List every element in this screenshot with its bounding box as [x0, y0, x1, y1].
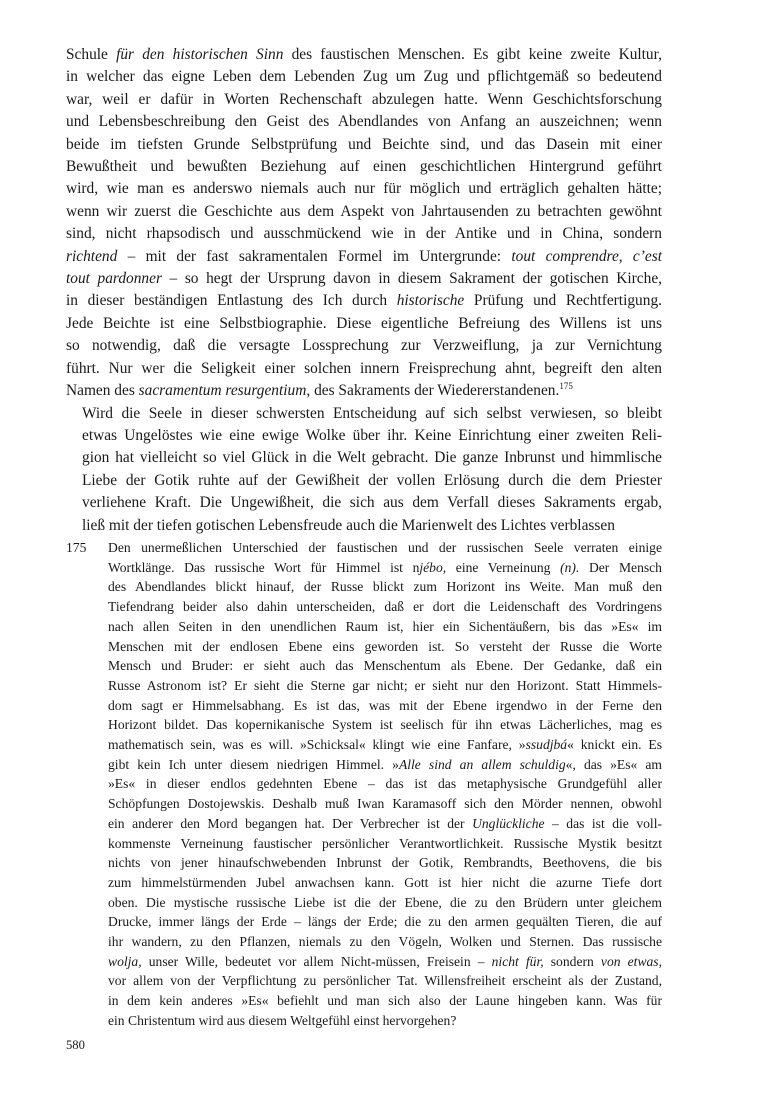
text-line: Schule für den historischen Sinn des faustischen Menschen. Es gibt keine zweite Kultur, — [66, 46, 662, 63]
italic-text: wolja, — [108, 953, 142, 969]
text-line: sind, nicht rhapsodisch und ausschmückend wie in der Antike und in China, sondern — [66, 225, 662, 243]
text-line: führt. Nur wer die Seligkeit einer solchen innern Freisprechung ahnt, begreift den alten — [66, 359, 662, 377]
text-line: ihr wandern, zu den Pflanzen, niemals zu den Vögeln, Wolken und Sternen. Das russische — [108, 934, 662, 950]
text-line: Drucke, immer längs der Erde – längs der Erde; die zu den armen gequälten Tieren, die auf — [108, 914, 662, 930]
text-line: Liebe der Gotik ruhte auf der Gewißheit der vollen Erlösung durch die dem Priester — [82, 471, 662, 489]
text-line: etwas Ungelöstes wie eine ewige Wolke über ihr. Keine Einrichtung einer zweiten Reli- — [82, 426, 662, 444]
footnote-reference[interactable]: 175 — [559, 381, 573, 392]
text-line: mathematisch sein, was es will. »Schicksal« klingt wie eine Fanfare, »ssudjbá« knickt ein. Es — [108, 737, 662, 753]
italic-text: von etwas, — [600, 953, 662, 969]
text-line: Jede Beichte ist eine Selbstbiographie. Diese eigentliche Befreiung des Willens ist uns — [66, 314, 662, 332]
text-line: Wortklänge. Das russische Wort für Himmel ist njébo, eine Verneinung (n). Der Mensch — [108, 559, 662, 575]
text-line: Menschen mit der endlosen Ebene eins geworden ist. So versteht der Russe die Worte — [108, 638, 662, 654]
text-line: so notwendig, daß die versagte Lossprechung zur Verzweiflung, ja zur Vernichtung — [66, 337, 662, 355]
italic-text: Alle sind an allem schuldig — [398, 756, 566, 772]
text-line: beide im tiefsten Grunde Selbstprüfung und Beichte sind, und das Dasein mit einer — [66, 135, 662, 153]
text-line: dom sagt er Himmelsabhang. Es ist das, was mit der Ebene irgendwo in der Ferne den — [108, 697, 662, 713]
italic-text: historische — [396, 292, 465, 310]
italic-text: jébo, — [419, 559, 447, 575]
italic-text: (n). — [560, 559, 580, 575]
text-line: zum himmelstürmenden Jubel anwachsen kann. Gott ist hier nicht die azurne Tiefe dort — [108, 874, 662, 890]
text-line: Russe Astronom ist? Er sieht die Sterne gar nicht; er sieht nur den Horizont. Statt Himmels- — [108, 677, 662, 693]
text-line: richtend – mit der fast sakramentalen Formel im Untergrunde: tout comprendre, c’est — [66, 247, 662, 265]
text-line: ein Christentum wird aus diesem Weltgefühl einst hervorgehen? — [108, 1012, 457, 1028]
footnote-text — [108, 538, 662, 1031]
text-line: »Es« in dieser endlos gedehnten Ebene – das ist das metaphysische Grundgefühl aller — [108, 776, 662, 792]
text-line: nach allen Seiten in den unendlichen Raum ist, hier ein Sichentäußern, bis das »Es« im — [108, 618, 662, 634]
text-line: oben. Die mystische russische Liebe ist die der Ebene, die zu den Brüdern unter gleichem — [108, 894, 662, 910]
text-line: und Lebensbeschreibung den Geist des Abendlandes von Anfang an auszeichnen; wenn — [66, 113, 662, 131]
text-line: Horizont bildet. Das kopernikanische System ist seelisch für ihn etwas Lächerliches, mag es — [108, 717, 662, 733]
text-line: Wird die Seele in dieser schwersten Entscheidung auf sich selbst verwiesen, so bleibt — [82, 404, 662, 422]
text-line: vor allem von der Verpflichtung zu persönlicher Tat. Willensfreiheit erscheint als der Zustand, — [108, 973, 662, 989]
text-line: gion hat vielleicht so viel Glück in die Welt gebracht. Die ganze Inbrunst und himmlische — [82, 449, 662, 467]
text-line: des Abendlandes blickt hinauf, der Russe blickt zum Horizont ins Weite. Man muß den — [108, 579, 662, 595]
page-number: 580 — [66, 1038, 85, 1052]
italic-text: sacramentum resurgentium, — [138, 382, 311, 400]
footnote-number: 175 — [66, 540, 87, 555]
text-line: war, weil er dafür in Worten Rechenschaft abzulegen hatte. Wenn Geschichtsforschung — [66, 90, 662, 108]
text-line: kommenste Verneinung faustischer persönlicher Verantwortlichkeit. Russische Mystik besitzt — [108, 835, 662, 851]
text-line: nichts von jener hinaufschwebenden Inbrunst der Gotik, Rembrandts, Beethovens, die bis — [108, 855, 662, 871]
italic-text: Unglückliche — [472, 815, 545, 831]
text-line: Schöpfungen Dostojewskis. Deshalb muß Iwan Karamasoff sich den Mörder nennen, obwohl — [108, 796, 662, 812]
text-line: tout pardonner – so hegt der Ursprung davon in diesem Sakrament der gotischen Kirche, — [66, 270, 662, 288]
italic-text: tout pardonner — [66, 270, 162, 288]
paragraph-2 — [66, 403, 662, 537]
italic-text: nicht für, — [491, 953, 544, 969]
text-line: Namen des sacramentum resurgentium, des Sakraments der Wiedererstandenen.$^{175}$ — [66, 381, 573, 400]
text-line: Mensch und Bruder: er sieht auch das Menschentum als Ebene. Der Gedanke, daß ein — [108, 658, 662, 674]
text-line: wenn wir zuerst die Geschichte aus dem Aspekt von Jahrtausenden zu betrachten gewöhnt — [66, 202, 662, 220]
italic-text: richtend — [66, 247, 118, 265]
text-line: ließ mit der tiefen gotischen Lebensfreude auch die Marienwelt des Lichtes verblassen — [82, 516, 615, 534]
text-line: in welcher das eigne Leben dem Lebenden Zug um Zug und pflichtgemäß so bedeutend — [66, 68, 662, 86]
text-line: wolja, unser Wille, bedeutet vor allem Nicht-müssen, Freisein – nicht für, sondern von etwas, — [108, 953, 662, 969]
text-line: Den unermeßlichen Unterschied der faustischen und der russischen Seele verraten einige — [108, 540, 662, 555]
text-line: Bewußtheit und bewußten Beziehung auf einen geschichtlichen Hintergrund geführt — [66, 158, 662, 176]
text-line: verliehene Kraft. Die Ungewißheit, die sich aus dem Verfall dieses Sakraments ergab, — [82, 494, 662, 512]
text-line: ein anderer den Mord begangen hat. Der Verbrecher ist der Unglückliche – das ist die voll- — [108, 815, 662, 831]
text-line: wird, wie man es anderswo niemals auch nur für möglich und erträglich gehalten hätte; — [66, 180, 662, 198]
text-line: gibt kein Ich unter diesem niedrigen Himmel. »Alle sind an allem schuldig«, das »Es« am — [108, 756, 663, 772]
text-line: in dem kein anderes »Es« befiehlt und man sich also der Laune hingeben kann. Was für — [108, 993, 662, 1009]
italic-text: für den historischen Sinn — [116, 46, 284, 63]
text-line: Tiefendrang beider also dahin unterscheiden, daß er dort die Leidenschaft des Vordringens — [108, 599, 662, 615]
italic-text: ssudjbá — [525, 737, 568, 753]
text-line: in dieser beständigen Entlastung des Ich durch historische Prüfung und Rechtfertigung. — [66, 292, 662, 310]
italic-text: tout comprendre, c’est — [511, 247, 662, 265]
footnote-175 — [66, 538, 662, 1031]
main-text — [66, 44, 662, 537]
paragraph-1 — [66, 44, 662, 403]
